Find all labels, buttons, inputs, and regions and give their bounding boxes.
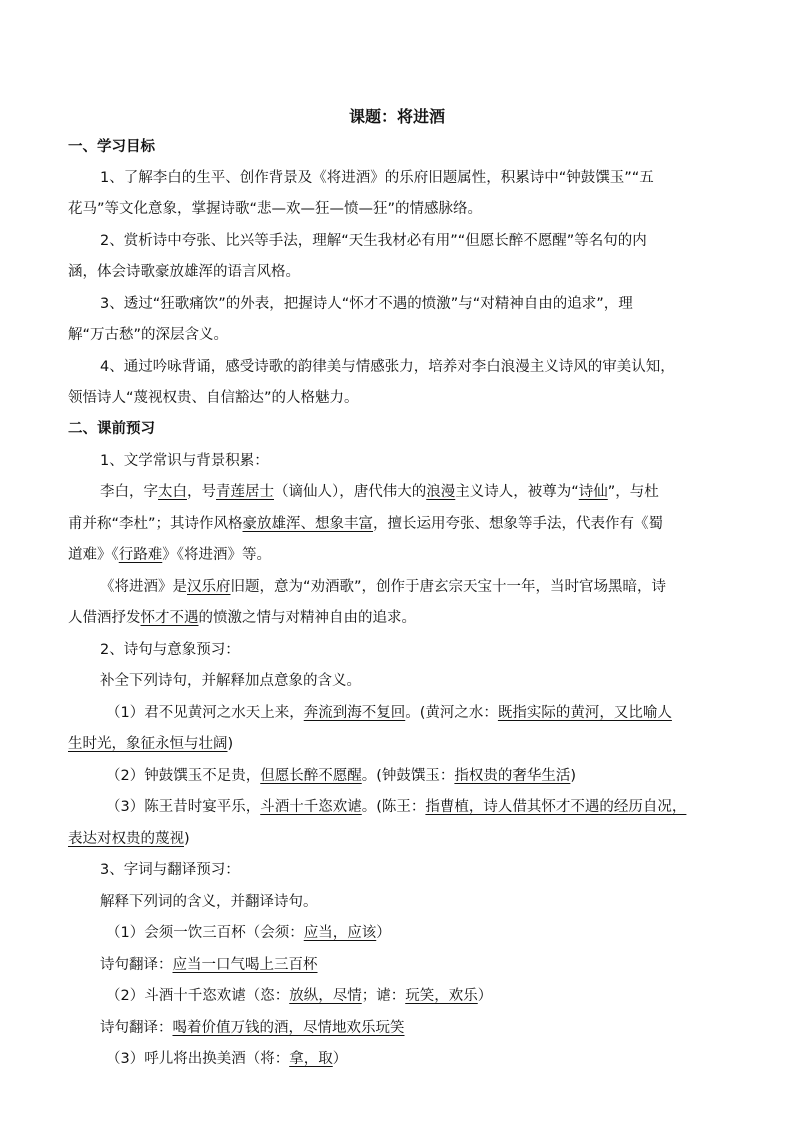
section-heading-preview: 二、课前预习	[68, 421, 155, 437]
background-line-1	[100, 577, 740, 597]
bio-line-1	[100, 482, 740, 502]
preview-3-instruction: 解释下列词的含义，并翻译诗句。	[100, 894, 318, 910]
text: 诗句翻译：	[100, 1020, 173, 1036]
question-1-line-1	[106, 703, 740, 723]
text: 旧题，意为“劝酒歌”，创作于唐玄宗天宝十一年，当时官场黑暗，诗	[230, 579, 667, 595]
text: （3）陈王昔时宴平乐，	[106, 799, 261, 815]
bio-line-2	[68, 514, 740, 534]
page-title: 课题：将进酒	[348, 107, 445, 126]
text: （3）呼儿将出换美酒（将：	[106, 1051, 290, 1067]
answer: 应当，应该	[303, 925, 377, 941]
preview-2-label: 2、诗句与意象预习：	[100, 642, 240, 658]
text: （1）会须一饮三百杯（会须：	[106, 925, 304, 941]
answer: 生时光，象征永恒与壮阔	[68, 736, 228, 752]
answer: 但愿长醉不愿醒	[260, 768, 362, 784]
text: 甫并称“李杜”；其诗作风格	[68, 516, 243, 532]
text: 》《将进酒》等。	[162, 547, 271, 563]
goal-4-line-2: 领悟诗人“蔑视权贵、自信豁达”的人格魅力。	[68, 390, 359, 406]
answer: 行路难	[118, 547, 163, 563]
preview-2-instruction: 补全下列诗句，并解释加点意象的含义。	[100, 673, 361, 689]
bio-line-3	[68, 545, 740, 565]
text: （2）钟鼓馔玉不足贵，	[106, 768, 261, 784]
answer: 玩笑，欢乐	[405, 988, 478, 1004]
goal-4-line-1: 4、通过吟咏背诵，感受诗歌的韵律美与情感张力，培养对李白浪漫主义诗风的审美认知，	[100, 359, 675, 375]
section-heading-goals: 一、学习目标	[68, 139, 155, 155]
text: 。(钟鼓馔玉：	[361, 768, 455, 784]
word-1-translation	[100, 955, 740, 975]
answer: 应当一口气喝上三百杯	[172, 957, 318, 973]
text: 。(陈王：	[361, 799, 426, 815]
question-3-line-2	[68, 829, 740, 849]
word-3	[106, 1049, 740, 1069]
answer: 喝着价值万钱的酒，尽情地欢乐玩笑	[172, 1020, 405, 1036]
answer: 青莲居士	[216, 484, 274, 500]
goal-1-line-2: 花马”等文化意象，掌握诗歌“悲—欢—狂—愤—狂”的情感脉络。	[68, 201, 483, 217]
text: 的愤激之情与对精神自由的追求。	[198, 610, 416, 626]
goal-2-line-1: 2、赏析诗中夸张、比兴等手法，理解“天生我材必有用”“但愿长醉不愿醒”等名句的内	[100, 233, 647, 249]
text: ）	[477, 988, 493, 1004]
question-3-line-1	[106, 797, 740, 817]
text: )	[570, 768, 577, 784]
text: 诗句翻译：	[100, 957, 173, 973]
question-1-line-2	[68, 734, 740, 754]
goal-1-line-1: 1、了解李白的生平、创作背景及《将进酒》的乐府旧题属性，积累诗中“钟鼓馔玉”“五	[100, 170, 654, 186]
text: 李白，字	[100, 484, 158, 500]
answer: 浪漫	[426, 484, 456, 500]
answer: 表达对权贵的蔑视	[68, 831, 184, 847]
text: ）	[332, 1051, 348, 1067]
answer: 太白	[158, 484, 187, 500]
answer: 怀才不遇	[140, 610, 199, 626]
text: )	[184, 831, 190, 847]
text: 道难》《	[68, 547, 119, 563]
text: ；谑：	[361, 988, 406, 1004]
text: )	[227, 736, 234, 752]
question-2	[106, 766, 740, 786]
goal-2-line-2: 涵，体会诗歌豪放雄浑的语言风格。	[68, 264, 300, 280]
text: 。(黄河之水：	[405, 705, 498, 721]
word-2-translation	[100, 1018, 740, 1038]
text: ）	[376, 925, 391, 941]
goal-3-line-2: 解“万古愁”的深层含义。	[68, 327, 229, 343]
text: ，号	[187, 484, 216, 500]
word-1	[106, 923, 740, 943]
text: 主义诗人，被尊为“	[455, 484, 579, 500]
background-line-2	[68, 608, 740, 628]
answer: 放纵，尽情	[289, 988, 362, 1004]
text: （2）斗酒十千恣欢谑（恣：	[106, 988, 290, 1004]
goal-3-line-1: 3、透过“狂歌痛饮”的外表，把握诗人“怀才不遇的愤激”与“对精神自由的追求”，理	[100, 296, 633, 312]
text: ，擅长运用夸张、想象等手法，代表作有《蜀	[373, 516, 664, 532]
word-2	[106, 986, 740, 1006]
answer: 既指实际的黄河，又比喻人	[497, 705, 672, 721]
answer: 指曹植，诗人借其怀才不遇的经历自况，	[425, 799, 687, 815]
text: （1）君不见黄河之水天上来，	[106, 705, 304, 721]
answer: 拿，取	[289, 1051, 333, 1067]
preview-3-label: 3、字词与翻译预习：	[100, 862, 240, 878]
answer: 奔流到海不复回	[303, 705, 406, 721]
answer: 汉乐府	[187, 579, 231, 595]
text: （谪仙人），唐代伟大的	[274, 484, 427, 500]
preview-1-label: 1、文学常识与背景积累：	[100, 453, 269, 469]
answer: 诗仙	[578, 484, 608, 500]
text: ”，与杜	[607, 484, 659, 500]
answer: 指权贵的奢华生活	[454, 768, 571, 784]
answer: 豪放雄浑、想象丰富	[242, 516, 374, 532]
text: 人借酒抒发	[68, 610, 141, 626]
answer: 斗酒十千恣欢谑	[260, 799, 362, 815]
text: 《将进酒》是	[100, 579, 187, 595]
